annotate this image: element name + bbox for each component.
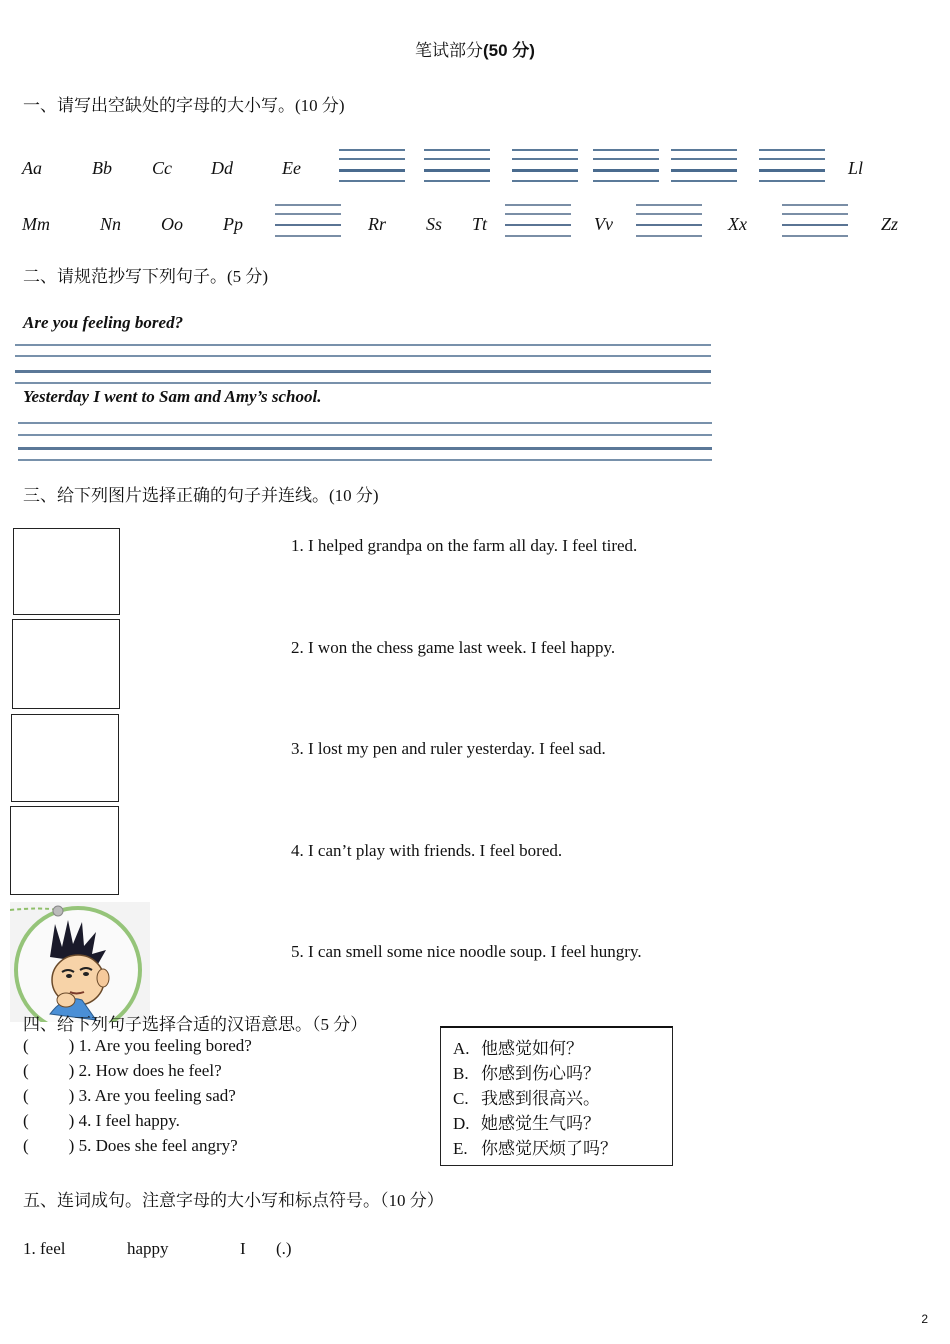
question-text: 2. How does he feel? — [78, 1061, 222, 1080]
option-item — [453, 1034, 583, 1059]
writing-line[interactable] — [18, 422, 712, 424]
answer-bracket-close[interactable]: ) — [68, 1036, 75, 1055]
question-row — [23, 1086, 236, 1106]
answer-bracket-open[interactable]: ( — [23, 1111, 29, 1130]
writing-lines[interactable] — [512, 149, 578, 183]
page-number: 2 — [921, 1312, 928, 1326]
question-row — [23, 1036, 252, 1056]
picture-box — [11, 714, 119, 802]
letter-pair: Ee — [282, 158, 301, 178]
picture-box — [10, 806, 119, 895]
option-item — [453, 1109, 600, 1134]
writing-lines[interactable] — [671, 149, 737, 183]
letter-pair: Dd — [211, 158, 233, 178]
option-key: D. — [453, 1114, 470, 1133]
writing-lines[interactable] — [505, 204, 571, 238]
writing-line[interactable] — [18, 459, 712, 461]
writing-line[interactable] — [15, 355, 711, 357]
answer-bracket-open[interactable]: ( — [23, 1061, 29, 1080]
option-text: 你感觉厌烦了吗？ — [481, 1139, 617, 1158]
writing-line[interactable] — [15, 344, 711, 346]
option-item — [453, 1059, 600, 1084]
option-key: E. — [453, 1139, 468, 1158]
title-cn: 笔试部分 — [415, 41, 484, 60]
answer-bracket-close[interactable]: ) — [68, 1061, 75, 1080]
letter-pair: Aa — [22, 158, 42, 178]
word-1: 1. feel — [23, 1239, 66, 1258]
cartoon-boy-illustration — [10, 902, 150, 1022]
question-row — [23, 1136, 238, 1156]
writing-line[interactable] — [18, 434, 712, 436]
word-3: I — [240, 1239, 246, 1258]
match-sentence-5: 5. I can smell some nice noodle soup. I feel hungry. — [291, 942, 642, 961]
match-sentence-1: 1. I helped grandpa on the farm all day. I feel tired. — [291, 536, 638, 555]
question-row — [23, 1111, 180, 1131]
question-text: 5. Does she feel angry? — [78, 1136, 238, 1155]
option-text: 他感觉如何？ — [481, 1039, 583, 1058]
writing-lines[interactable] — [424, 149, 490, 183]
letter-pair: Mm — [22, 214, 50, 234]
section3-heading: 三、给下列图片选择正确的句子并连线。(10 分) — [23, 486, 379, 505]
answer-bracket-open[interactable]: ( — [23, 1036, 29, 1055]
letter-pair: Pp — [223, 214, 243, 234]
letter-pair: Cc — [152, 158, 172, 178]
copy-sentence-2: Yesterday I went to Sam and Amy’s school. — [23, 387, 322, 406]
letter-pair: Nn — [100, 214, 122, 234]
title-score: (50 分) — [483, 41, 535, 60]
option-text: 她感觉生气吗？ — [481, 1114, 600, 1133]
match-sentence-3: 3. I lost my pen and ruler yesterday. I feel sad. — [291, 739, 606, 758]
question-text: 4. I feel happy. — [78, 1111, 180, 1130]
writing-lines[interactable] — [593, 149, 659, 183]
question-row — [23, 1061, 222, 1081]
section5-heading: 五、连词成句。注意字母的大小写和标点符号。（10 分） — [23, 1191, 444, 1210]
letter-pair: Bb — [92, 158, 112, 178]
section4-heading: 四、给下列句子选择合适的汉语意思。（5 分） — [23, 1015, 368, 1034]
section1-heading: 一、请写出空缺处的字母的大小写。(10 分) — [23, 96, 345, 115]
picture-box — [13, 528, 120, 615]
option-item — [453, 1134, 617, 1159]
writing-lines[interactable] — [759, 149, 825, 183]
question-text: 3. Are you feeling sad? — [78, 1086, 236, 1105]
word-4: (.) — [276, 1239, 292, 1258]
writing-line[interactable] — [18, 447, 712, 450]
answer-bracket-open[interactable]: ( — [23, 1086, 29, 1105]
option-key: A. — [453, 1039, 470, 1058]
writing-line[interactable] — [15, 382, 711, 384]
letter-pair: Tt — [472, 214, 488, 234]
letter-pair: Rr — [368, 214, 386, 234]
answer-bracket-open[interactable]: ( — [23, 1136, 29, 1155]
word-2: happy — [127, 1239, 169, 1258]
question-text: 1. Are you feeling bored? — [78, 1036, 252, 1055]
page-title — [0, 36, 950, 61]
options-box — [440, 1026, 673, 1166]
option-key: B. — [453, 1064, 469, 1083]
letter-pair: Ss — [426, 214, 443, 234]
letter-pair: Xx — [728, 214, 747, 234]
option-key: C. — [453, 1089, 469, 1108]
letter-pair: Oo — [161, 214, 183, 234]
writing-lines[interactable] — [275, 204, 341, 238]
answer-bracket-close[interactable]: ) — [68, 1086, 75, 1105]
writing-lines[interactable] — [782, 204, 848, 238]
option-text: 我感到很高兴。 — [481, 1089, 600, 1108]
answer-bracket-close[interactable]: ) — [68, 1136, 75, 1155]
letter-pair: Vv — [594, 214, 613, 234]
copy-sentence-1: Are you feeling bored? — [23, 313, 184, 332]
writing-lines[interactable] — [339, 149, 405, 183]
match-sentence-4: 4. I can’t play with friends. I feel bored. — [291, 841, 563, 860]
writing-lines[interactable] — [636, 204, 702, 238]
option-text: 你感到伤心吗？ — [481, 1064, 600, 1083]
section2-heading: 二、请规范抄写下列句子。(5 分) — [23, 267, 269, 286]
letter-pair: Ll — [848, 158, 864, 178]
writing-line[interactable] — [15, 370, 711, 373]
option-item — [453, 1084, 600, 1109]
answer-bracket-close[interactable]: ) — [68, 1111, 75, 1130]
letter-pair: Zz — [881, 214, 899, 234]
picture-box — [12, 619, 120, 709]
match-sentence-2: 2. I won the chess game last week. I feel happy. — [291, 638, 616, 657]
